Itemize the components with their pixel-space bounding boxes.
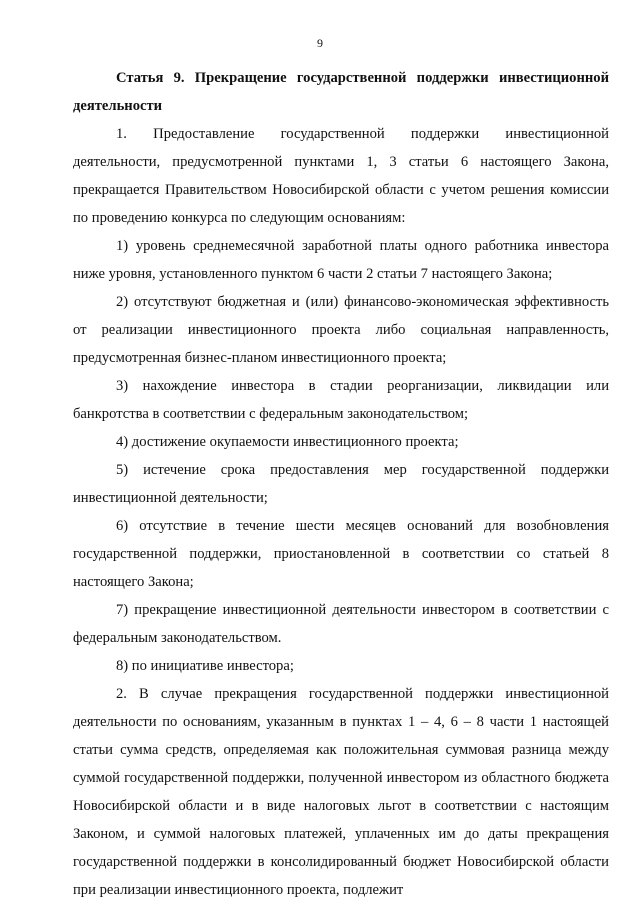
list-item-1: 1) уровень среднемесячной заработной платы одного работника инвестора ниже уровня, установленного пунктом 6 части 2 статьи 7 настоящего Закона;	[73, 238, 609, 282]
paragraph-part-2: 2. В случае прекращения государственной поддержки инвестиционной деятельности по основаниям, указанным в пунктах 1 – 4, 6 – 8 части 1 настоящей статьи сумма средств, определяемая как положительная суммовая разница между суммой государственной поддержки, полученной инвестором из областного бюджета Новосибирской области и в виде налоговых льгот в соответствии с настоящим Законом, и суммой налоговых платежей, уплаченных им до даты прекращения государственной поддержки в консолидированный бюджет Новосибирской области при реализации инвестиционного проекта, подлежит	[73, 686, 609, 898]
list-item-7: 7) прекращение инвестиционной деятельности инвестором в соответствии с федеральным законодательством.	[73, 602, 609, 646]
paragraph-part-1: 1. Предоставление государственной поддержки инвестиционной деятельности, предусмотренной пунктами 1, 3 статьи 6 настоящего Закона, прекращается Правительством Новосибирской области с учетом решения комиссии по проведению конкурса по следующим основаниям:	[73, 126, 609, 226]
article-body	[73, 64, 609, 904]
list-item-8: 8) по инициативе инвестора;	[116, 658, 294, 674]
list-item-4: 4) достижение окупаемости инвестиционного проекта;	[116, 434, 459, 450]
list-item-2: 2) отсутствуют бюджетная и (или) финансово-экономическая эффективность от реализации инвестиционного проекта либо социальная направленность, предусмотренная бизнес-планом инвестиционного проекта;	[73, 294, 609, 366]
list-item-5: 5) истечение срока предоставления мер государственной поддержки инвестиционной деятельности;	[73, 462, 609, 506]
list-item-3: 3) нахождение инвестора в стадии реорганизации, ликвидации или банкротства в соответствии с федеральным законодательством;	[73, 378, 609, 422]
list-item-6: 6) отсутствие в течение шести месяцев оснований для возобновления государственной поддержки, приостановленной в соответствии со статьей 8 настоящего Закона;	[73, 518, 609, 590]
article-heading: Статья 9. Прекращение государственной поддержки инвестиционной деятельности	[73, 70, 609, 114]
page-number: 9	[317, 36, 323, 50]
